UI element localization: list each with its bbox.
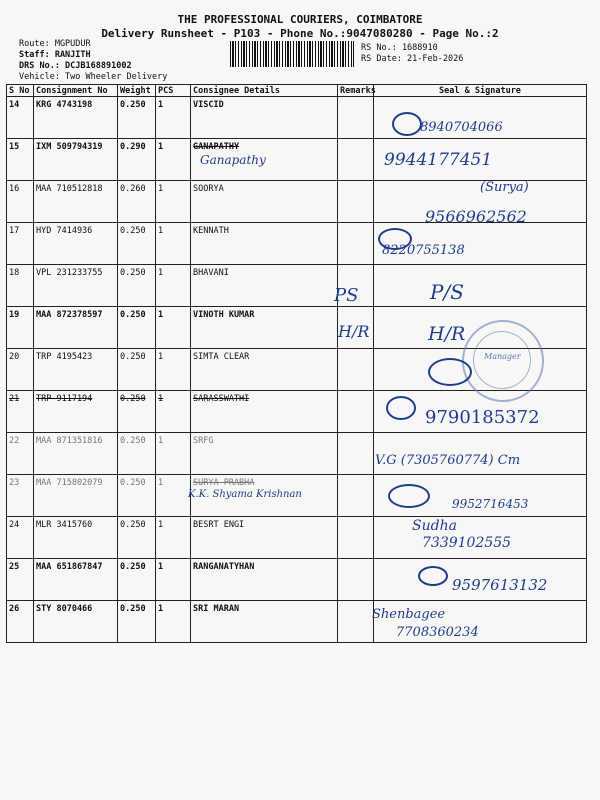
handwritten-signature: P/S xyxy=(430,280,464,304)
handwritten-name: Sudha xyxy=(412,518,457,534)
signature-scribble xyxy=(418,566,448,586)
signature-scribble xyxy=(392,112,422,136)
cell-remarks xyxy=(338,139,374,181)
cell-consignment: MAA 871351816 xyxy=(34,433,118,475)
cell-sno: 22 xyxy=(7,433,34,475)
table-row xyxy=(7,139,587,181)
cell-consignee: BHAVANI xyxy=(191,265,338,307)
cell-sno: 17 xyxy=(7,223,34,265)
cell-pcs: 1 xyxy=(156,433,191,475)
table-row xyxy=(7,223,587,265)
cell-remarks xyxy=(338,559,374,601)
cell-sno: 16 xyxy=(7,181,34,223)
cell-remarks xyxy=(338,433,374,475)
cell-consignee: VINOTH KUMAR xyxy=(191,307,338,349)
cell-weight: 0.250 xyxy=(118,307,156,349)
cell-sno: 19 xyxy=(7,307,34,349)
cell-weight: 0.250 xyxy=(118,391,156,433)
cell-remarks xyxy=(338,223,374,265)
cell-remarks xyxy=(338,349,374,391)
cell-consignment: TRP 9117194 xyxy=(34,391,118,433)
cell-remarks xyxy=(338,97,374,139)
cell-pcs: 1 xyxy=(156,601,191,643)
cell-sno: 21 xyxy=(7,391,34,433)
col-consignment: Consignment No xyxy=(34,85,118,97)
cell-consignment: MLR 3415760 xyxy=(34,517,118,559)
cell-consignee: RANGANATYHAN xyxy=(191,559,338,601)
route-label: Route: MGPUDUR xyxy=(19,39,91,49)
handwritten-phone: 8940704066 xyxy=(420,120,503,135)
cell-weight: 0.250 xyxy=(118,265,156,307)
cell-weight: 0.250 xyxy=(118,601,156,643)
handwritten-remark: PS xyxy=(334,285,359,306)
cell-weight: 0.250 xyxy=(118,475,156,517)
col-pcs: PCS xyxy=(156,85,191,97)
cell-pcs: 1 xyxy=(156,307,191,349)
cell-weight: 0.250 xyxy=(118,433,156,475)
cell-weight: 0.250 xyxy=(118,517,156,559)
cell-consignee: KENNATH xyxy=(191,223,338,265)
signature-scribble xyxy=(388,484,430,508)
cell-pcs: 1 xyxy=(156,517,191,559)
cell-consignment: MAA 715802079 xyxy=(34,475,118,517)
cell-pcs: 1 xyxy=(156,391,191,433)
cell-remarks xyxy=(338,391,374,433)
cell-consignment: HYD 7414936 xyxy=(34,223,118,265)
cell-weight: 0.250 xyxy=(118,223,156,265)
seal-text: Manager xyxy=(484,352,521,361)
handwritten-phone: 9952716453 xyxy=(452,497,529,511)
cell-sno: 26 xyxy=(7,601,34,643)
cell-consignment: STY 8070466 xyxy=(34,601,118,643)
handwritten-signature: V.G (7305760774) Cm xyxy=(375,453,521,468)
cell-consignee: SOORYA xyxy=(191,181,338,223)
cell-consignee: SRI MARAN xyxy=(191,601,338,643)
cell-pcs: 1 xyxy=(156,349,191,391)
cell-pcs: 1 xyxy=(156,265,191,307)
cell-remarks xyxy=(338,475,374,517)
cell-consignee: SURYA PRABHA xyxy=(191,475,338,517)
cell-remarks xyxy=(338,181,374,223)
runsheet-subtitle: Delivery Runsheet - P103 - Phone No.:9047080280 - Page No.:2 xyxy=(101,27,499,40)
handwritten-phone: 9790185372 xyxy=(425,407,540,428)
col-remarks: Remarks xyxy=(338,85,374,97)
cell-sno: 23 xyxy=(7,475,34,517)
company-seal xyxy=(462,320,544,402)
table-row xyxy=(7,601,587,643)
handwritten-phone: 9566962562 xyxy=(425,207,527,226)
cell-consignee: SRFG xyxy=(191,433,338,475)
signature-scribble xyxy=(386,396,416,420)
col-signature: Seal & Signature xyxy=(374,85,587,97)
handwritten-phone: 8220755138 xyxy=(382,243,465,258)
cell-pcs: 1 xyxy=(156,181,191,223)
cell-weight: 0.250 xyxy=(118,349,156,391)
cell-consignment: MAA 872378597 xyxy=(34,307,118,349)
handwritten-name: Ganapathy xyxy=(200,153,266,167)
cell-sno: 18 xyxy=(7,265,34,307)
cell-weight: 0.250 xyxy=(118,559,156,601)
cell-pcs: 1 xyxy=(156,139,191,181)
company-title: THE PROFESSIONAL COURIERS, COIMBATORE xyxy=(177,13,423,26)
cell-consignee: GANAPATHY xyxy=(191,139,338,181)
handwritten-phone: 7708360234 xyxy=(396,625,479,640)
cell-weight: 0.250 xyxy=(118,97,156,139)
cell-weight: 0.290 xyxy=(118,139,156,181)
cell-consignment: MAA 710512818 xyxy=(34,181,118,223)
cell-consignment: KRG 4743198 xyxy=(34,97,118,139)
table-header xyxy=(7,85,587,97)
cell-pcs: 1 xyxy=(156,97,191,139)
cell-consignment: TRP 4195423 xyxy=(34,349,118,391)
cell-sno: 14 xyxy=(7,97,34,139)
cell-signature xyxy=(374,265,587,307)
handwritten-remark: H/R xyxy=(338,322,370,341)
handwritten-phone: 9597613132 xyxy=(452,576,548,594)
barcode xyxy=(230,41,354,67)
cell-weight: 0.260 xyxy=(118,181,156,223)
cell-consignee: BESRT ENGI xyxy=(191,517,338,559)
signature-scribble xyxy=(428,358,472,386)
handwritten-name: Shenbagee xyxy=(372,607,446,622)
cell-pcs: 1 xyxy=(156,559,191,601)
cell-consignment: VPL 231233755 xyxy=(34,265,118,307)
cell-sno: 24 xyxy=(7,517,34,559)
cell-pcs: 1 xyxy=(156,475,191,517)
rs-date: RS Date: 21-Feb-2026 xyxy=(361,54,464,64)
cell-sno: 20 xyxy=(7,349,34,391)
col-weight: Weight xyxy=(118,85,156,97)
cell-consignee: VISCID xyxy=(191,97,338,139)
cell-consignee: SARASSWATHI xyxy=(191,391,338,433)
handwritten-signature: 9944177451 xyxy=(384,150,493,170)
cell-consignment: MAA 651867847 xyxy=(34,559,118,601)
cell-remarks xyxy=(338,601,374,643)
vehicle-label: Vehicle: Two Wheeler Delivery xyxy=(19,72,168,82)
cell-sno: 25 xyxy=(7,559,34,601)
handwritten-name: (Surya) xyxy=(480,180,529,195)
cell-remarks xyxy=(338,517,374,559)
cell-consignee: SIMTA CLEAR xyxy=(191,349,338,391)
drs-number: DRS No.: DCJB168891002 xyxy=(19,61,132,71)
rs-number: RS No.: 1688910 xyxy=(361,43,438,53)
cell-consignment: IXM 509794319 xyxy=(34,139,118,181)
cell-pcs: 1 xyxy=(156,223,191,265)
cell-sno: 15 xyxy=(7,139,34,181)
table-row xyxy=(7,265,587,307)
col-consignee: Consignee Details xyxy=(191,85,338,97)
handwritten-phone: 7339102555 xyxy=(422,535,512,551)
staff-label: Staff: RANJITH xyxy=(19,50,91,60)
handwritten-name: K.K. Shyama Krishnan xyxy=(188,489,302,500)
handwritten-signature: H/R xyxy=(428,323,466,345)
col-sno: S No xyxy=(7,85,34,97)
